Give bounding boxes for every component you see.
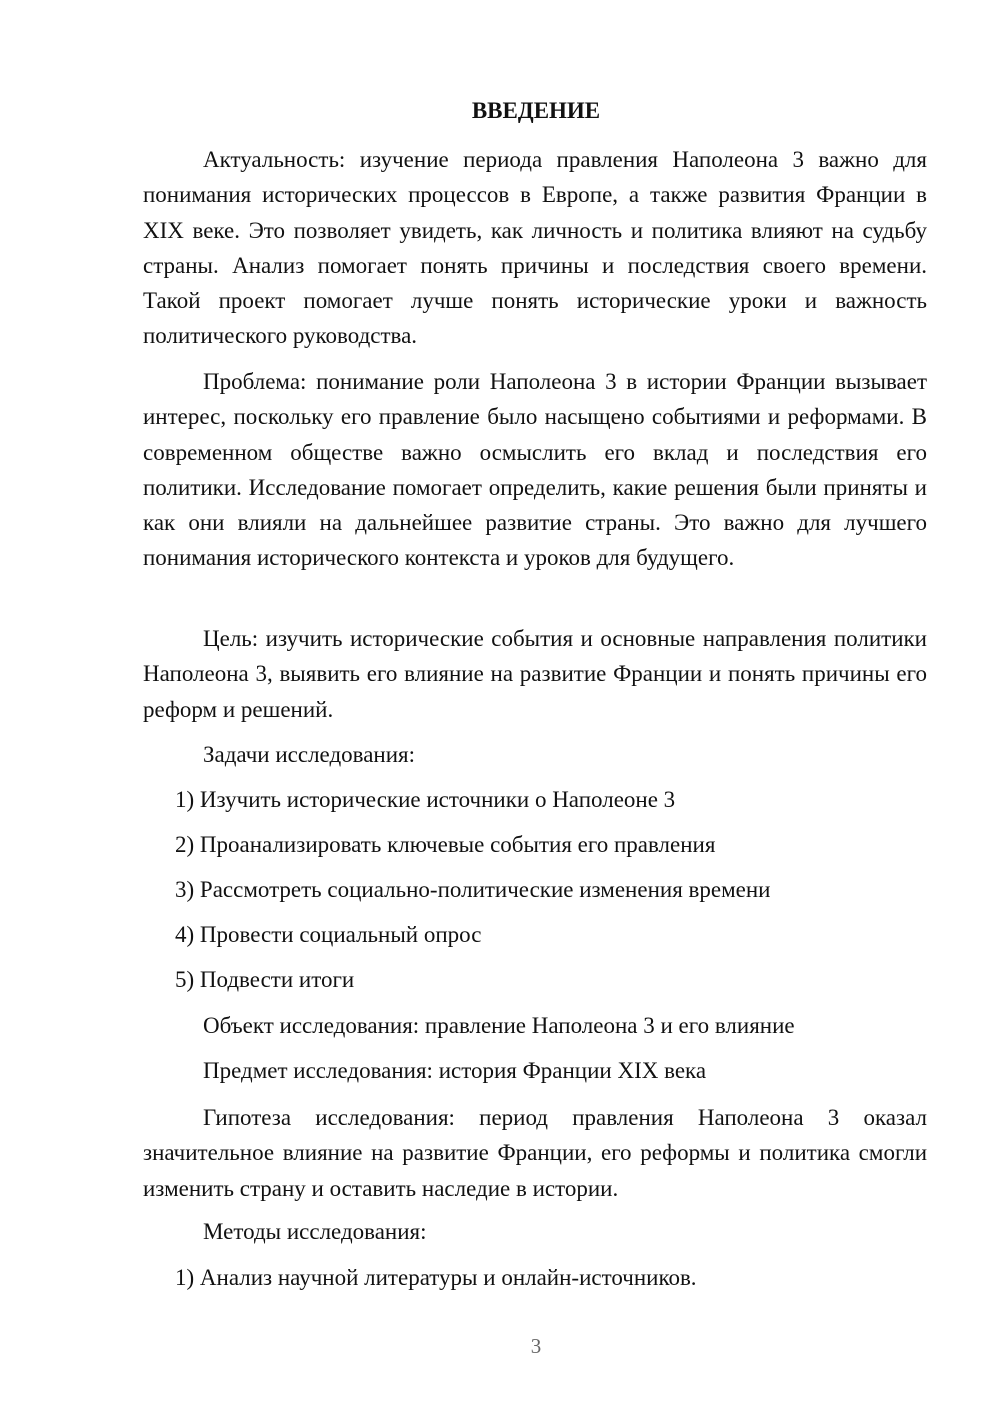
object-line: Объект исследования: правление Наполеона 3 и его влияние bbox=[203, 1013, 795, 1038]
page-number: 3 bbox=[530, 1334, 542, 1358]
method-item: 1) Анализ научной литературы и онлайн-источников. bbox=[175, 1265, 697, 1290]
goal-paragraph: Цель: изучить исторические события и основные направления политики Наполеона 3, выявить его влияние на развитие Франции и понять причины его реформ и решений. bbox=[143, 626, 927, 722]
methods-heading: Методы исследования: bbox=[203, 1219, 427, 1244]
task-item: 1) Изучить исторические источники о Наполеоне 3 bbox=[175, 787, 676, 812]
task-item: 3) Рассмотреть социально-политические изменения времени bbox=[175, 877, 771, 902]
hypothesis-paragraph: Гипотеза исследования: период правления Наполеона 3 оказал значительное влияние на развитие Франции, его реформы и политика смогли изменить страну и оставить наследие в истории. bbox=[143, 1105, 927, 1201]
task-item: 2) Проанализировать ключевые события его правления bbox=[175, 832, 716, 857]
relevance-paragraph: Актуальность: изучение периода правления Наполеона 3 важно для понимания исторических процессов в Европе, а также развития Франции в XIX веке. Это позволяет увидеть, как личность и политика влияют на судьбу страны. Анализ помогает понять причины и последствия своего времени. Такой проект помогает лучше понять исторические уроки и важность политического руководства. bbox=[143, 147, 927, 349]
tasks-heading: Задачи исследования: bbox=[203, 742, 416, 767]
section-title: ВВЕДЕНИЕ bbox=[471, 98, 601, 123]
task-item: 4) Провести социальный опрос bbox=[175, 922, 482, 947]
task-item: 5) Подвести итоги bbox=[175, 967, 355, 992]
subject-line: Предмет исследования: история Франции XIX века bbox=[203, 1058, 707, 1083]
problem-paragraph: Проблема: понимание роли Наполеона 3 в истории Франции вызывает интерес, поскольку его правление было насыщено событиями и реформами. В современном обществе важно осмыслить его вклад и последствия его политики. Исследование помогает определить, какие решения были приняты и как они влияли на дальнейшее развитие страны. Это важно для лучшего понимания исторического контекста и уроков для будущего. bbox=[143, 369, 927, 571]
